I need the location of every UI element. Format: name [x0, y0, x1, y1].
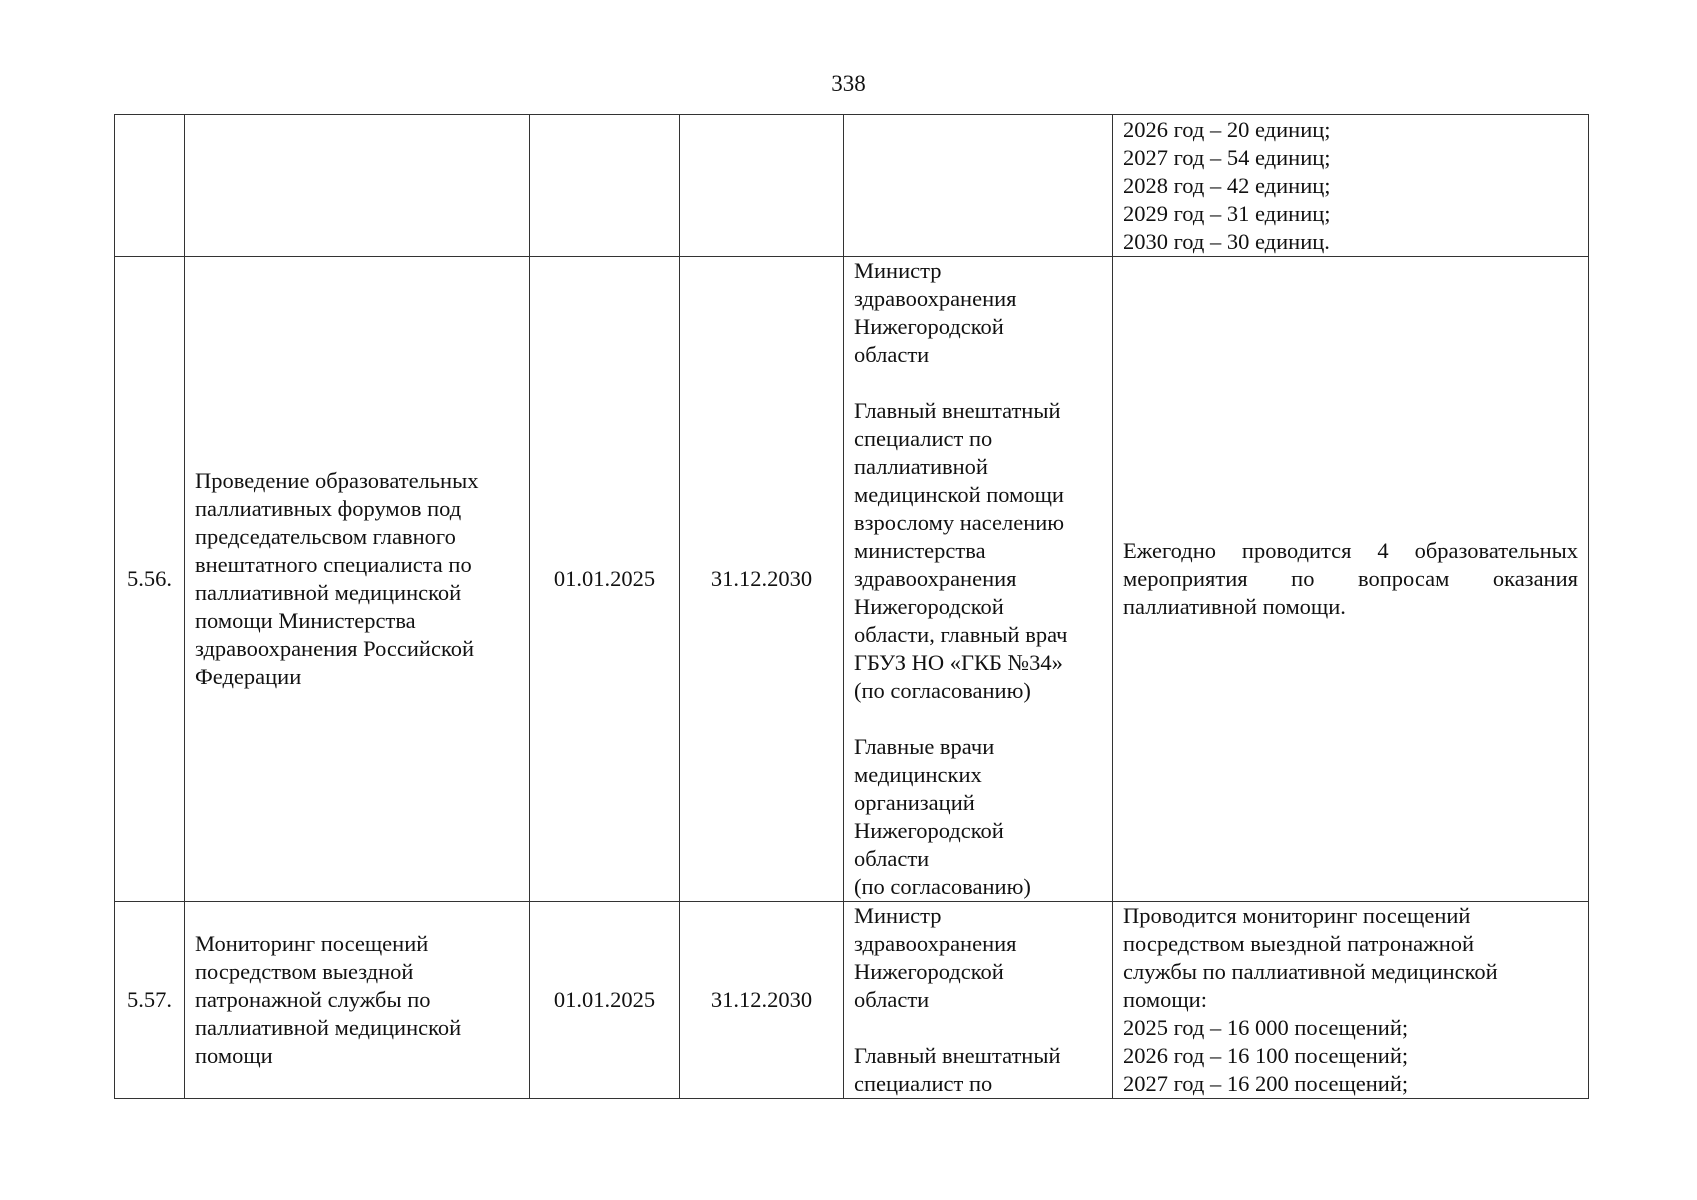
outcome-line: помощи: [1123, 987, 1207, 1012]
responsible-line: здравоохранения [854, 931, 1017, 956]
outcome-line: службы по паллиативной медицинской [1123, 959, 1498, 984]
name-line: Федерации [195, 664, 302, 689]
responsible-line: взрослому населению [854, 510, 1065, 535]
responsible-line: области [854, 342, 930, 367]
name-line: Мониторинг посещений [195, 931, 429, 956]
page-number: 338 [831, 71, 866, 96]
outcome-cell [1113, 115, 1589, 257]
responsible-line: (по согласованию) [854, 874, 1031, 899]
table-row [115, 257, 1589, 902]
responsible-line: здравоохранения [854, 566, 1017, 591]
name-line: помощи Министерства [195, 608, 416, 633]
responsible-line: специалист по [854, 426, 993, 451]
outcome-cell [1113, 902, 1589, 1099]
responsible-line: Главный внештатный [854, 398, 1061, 423]
paragraph-gap [854, 705, 1102, 733]
number-cell: 5.57. [115, 902, 185, 1099]
responsible-line: Главный внештатный [854, 1043, 1061, 1068]
name-cell [185, 902, 530, 1099]
responsible-line: специалист по [854, 1071, 993, 1096]
responsible-line: области [854, 987, 930, 1012]
outcome-cell: Ежегодно проводится 4 образовательных мероприятия по вопросам оказания паллиативной помощи. [1113, 257, 1589, 902]
responsible-line: паллиативной [854, 454, 988, 479]
outcome-line: 2029 год – 31 единиц; [1123, 200, 1331, 226]
name-line: здравоохранения Российской [195, 636, 475, 661]
name-line: внештатного специалиста по [195, 552, 472, 577]
responsible-line: области [854, 846, 930, 871]
end-date-cell: 31.12.2030 [680, 902, 844, 1099]
responsible-line: Министр [854, 903, 942, 928]
responsible-line: медицинской помощи [854, 482, 1064, 507]
outcome-line: 2027 год – 16 200 посещений; [1123, 1071, 1409, 1096]
name-line: помощи [195, 1043, 273, 1068]
paragraph-gap [854, 1014, 1102, 1042]
name-line: паллиативной медицинской [195, 1015, 462, 1040]
responsible-cell [844, 902, 1113, 1099]
table-row [115, 115, 1589, 257]
start-date-cell: 01.01.2025 [530, 257, 680, 902]
responsible-cell [844, 115, 1113, 257]
responsible-cell [844, 257, 1113, 902]
responsible-line: здравоохранения [854, 286, 1017, 311]
outcome-line: 2028 год – 42 единиц; [1123, 172, 1331, 198]
paragraph-gap [854, 369, 1102, 397]
responsible-line: медицинских [854, 762, 982, 787]
outcome-line: посредством выездной патронажной [1123, 931, 1475, 956]
responsible-line: Нижегородской [854, 959, 1004, 984]
start-date-cell: 01.01.2025 [530, 902, 680, 1099]
outcome-line: 2026 год – 20 единиц; [1123, 116, 1331, 142]
outcome-line: Проводится мониторинг посещений [1123, 903, 1471, 928]
responsible-line: Министр [854, 258, 942, 283]
end-date-cell [680, 115, 844, 257]
responsible-line: Главные врачи [854, 734, 995, 759]
outcome-line: 2026 год – 16 100 посещений; [1123, 1043, 1409, 1068]
start-date-cell [530, 115, 680, 257]
name-line: паллиативной медицинской [195, 580, 462, 605]
responsible-line: Нижегородской [854, 594, 1004, 619]
outcome-line: 2030 год – 30 единиц. [1123, 228, 1330, 254]
number-cell [115, 115, 185, 257]
outcome-line: 2027 год – 54 единиц; [1123, 144, 1331, 170]
name-cell [185, 115, 530, 257]
measures-table [114, 114, 1589, 1099]
responsible-line: Нижегородской [854, 314, 1004, 339]
name-line: Проведение образовательных [195, 468, 479, 493]
responsible-line: министерства [854, 538, 986, 563]
responsible-line: области, главный врач [854, 622, 1068, 647]
table-row [115, 902, 1589, 1099]
name-line: патронажной службы по [195, 987, 431, 1012]
number-cell: 5.56. [115, 257, 185, 902]
name-line: посредством выездной [195, 959, 414, 984]
outcome-line: 2025 год – 16 000 посещений; [1123, 1015, 1409, 1040]
responsible-line: ГБУЗ НО «ГКБ №34» [854, 650, 1063, 675]
responsible-line: Нижегородской [854, 818, 1004, 843]
responsible-line: (по согласованию) [854, 678, 1031, 703]
name-line: председательсвом главного [195, 524, 456, 549]
responsible-line: организаций [854, 790, 975, 815]
name-line: паллиативных форумов под [195, 496, 462, 521]
name-cell [185, 257, 530, 902]
end-date-cell: 31.12.2030 [680, 257, 844, 902]
